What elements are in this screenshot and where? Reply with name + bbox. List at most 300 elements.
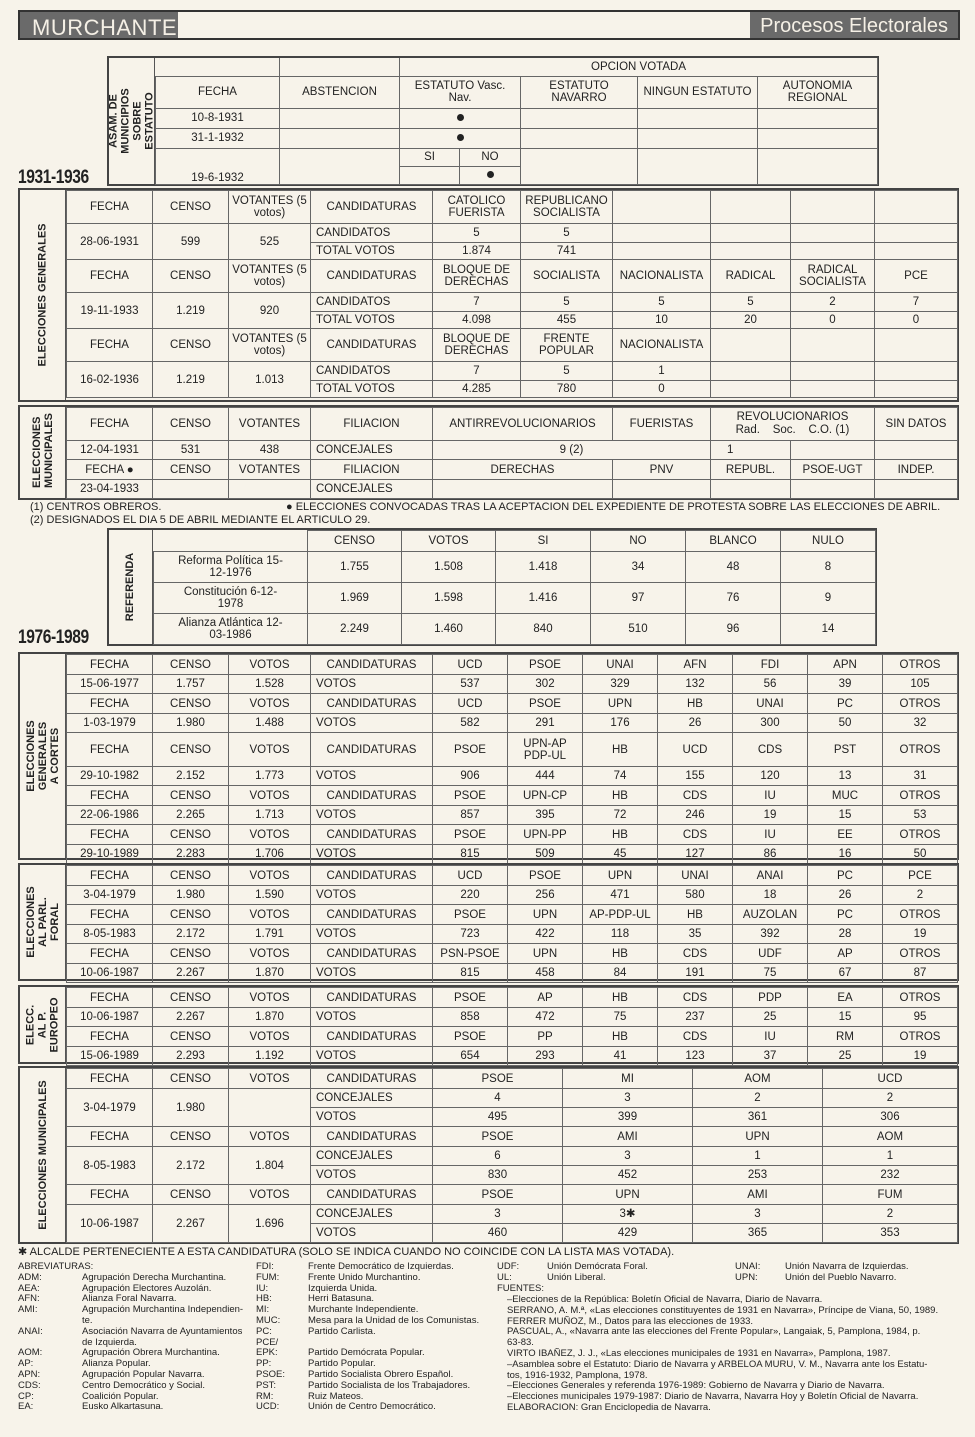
column-header: CANDIDATURAS	[311, 1069, 433, 1089]
party-header: FRENTE POPULAR	[521, 329, 613, 362]
censo-value: 599	[153, 224, 229, 260]
col-fecha: FECHA	[85, 463, 124, 476]
column-header: PSOE	[433, 825, 508, 845]
header-row	[67, 694, 958, 714]
party-header: PCE	[875, 260, 958, 293]
column-header: OTROS	[883, 786, 958, 806]
cell-value: 0	[875, 312, 958, 329]
cell-value: VOTOS	[311, 675, 433, 694]
election-date: 3-04-1979	[67, 1089, 153, 1127]
abbreviation-value: Unión Liberal.	[547, 1271, 606, 1283]
column-header: PCE	[883, 866, 958, 886]
row-label: CONCEJALES	[311, 480, 433, 499]
party-header: ANTIRREVOLUCIONARIOS	[433, 408, 613, 441]
row-label: TOTAL VOTOS	[311, 243, 433, 260]
election-date: 28-06-1931	[67, 224, 153, 260]
votantes-value: 438	[229, 441, 311, 460]
col-censo: CENSO	[153, 408, 229, 441]
table-row	[154, 552, 876, 583]
header-row	[67, 1185, 958, 1205]
cell-value: 1.980	[153, 886, 229, 905]
cell-value: 96	[686, 614, 781, 645]
col-candidaturas: CANDIDATURAS	[311, 191, 433, 224]
cell-value: 39	[808, 675, 883, 694]
column-header: CDS	[658, 825, 733, 845]
column-header: UPN-AP PDP-UL	[508, 733, 583, 767]
cell-value: 26	[658, 714, 733, 733]
table-row	[67, 1047, 958, 1066]
column-header: FECHA	[67, 825, 153, 845]
cell-value: 176	[583, 714, 658, 733]
cell-value: 191	[658, 964, 733, 983]
source-line: VIRTO IBAÑEZ, J. J., «Las elecciones municipales de 1931 en Navarra», Pamplona, 1987.	[507, 1347, 891, 1359]
column-header: ANAI	[733, 866, 808, 886]
abbreviation-key: UPN:	[735, 1271, 758, 1283]
column-header: PSOE	[508, 866, 583, 886]
cell-value: 2	[693, 1089, 823, 1108]
party-header: NACIONALISTA	[613, 329, 711, 362]
cell-value: 1.969	[308, 583, 402, 614]
abbreviation-key: ANAI:	[18, 1325, 43, 1337]
abbreviation-value: Izquierda Unida.	[308, 1282, 378, 1294]
abbreviation-value: Partido Demócrata Popular.	[308, 1347, 425, 1359]
column-header: FECHA	[67, 988, 153, 1008]
abbreviation-value: Partido Popular.	[308, 1358, 376, 1370]
cell-value: 237	[658, 1008, 733, 1027]
abbreviation-key: PP:	[256, 1358, 272, 1370]
abbreviation-key: UL:	[497, 1271, 512, 1283]
cell-value: 1.870	[229, 1008, 311, 1027]
table-row	[67, 1008, 958, 1027]
col-fecha: FECHA	[67, 408, 153, 441]
column-header: PSOE	[433, 988, 508, 1008]
column-header: FECHA	[67, 1027, 153, 1047]
votantes-value: 1.013	[229, 362, 311, 398]
abbreviation-key: AEA:	[18, 1282, 40, 1294]
cell-value: 4.285	[433, 381, 521, 398]
cell-value: 53	[883, 806, 958, 825]
cell-value: 460	[433, 1224, 563, 1243]
col-censo: CENSO	[153, 460, 229, 480]
cell-value: VOTOS	[311, 925, 433, 944]
col-censo: CENSO	[153, 191, 229, 224]
abbreviations-title: ABREVIATURAS:	[18, 1261, 94, 1272]
abbreviation-entry	[735, 1273, 909, 1284]
cell-value: 29-10-1982	[67, 767, 153, 786]
source-line: tos, 1916-1932, Pamplona, 1978.	[507, 1369, 648, 1381]
no-header: NO	[460, 148, 521, 166]
column-header: CANDIDATURAS	[311, 944, 433, 964]
column-header: UCD	[658, 733, 733, 767]
votantes-value: 920	[229, 293, 311, 329]
abbreviation-entry	[18, 1327, 243, 1338]
source-line: –Elecciones Generales y referenda 1976-1989: Gobierno de Navarra y Diario de Navarra.	[507, 1380, 885, 1392]
row-label: CONCEJALES	[311, 1147, 433, 1166]
column-header: AFN	[658, 655, 733, 675]
column-header: OTROS	[883, 655, 958, 675]
cell-value: 9	[781, 583, 876, 614]
rev-subheader: Rad. Soc. C.O. (1)	[735, 424, 850, 436]
column-header: PSOE	[433, 1069, 563, 1089]
header-row	[67, 786, 958, 806]
asamblea-table	[155, 58, 878, 185]
abbreviation-entry	[18, 1402, 243, 1413]
cell-value: 1-03-1979	[67, 714, 153, 733]
censo-value: 1.219	[153, 293, 229, 329]
source-line: PASCUAL, A., «Navarra ante las elecciones del Frente Popular», Langaiak, 5, Pamplona, 1984, p.	[507, 1326, 921, 1338]
abbreviation-key: ADM:	[18, 1271, 42, 1283]
column-header: AP	[808, 944, 883, 964]
censo-value: 2.172	[153, 1147, 229, 1185]
party-header: SOCIALISTA	[521, 260, 613, 293]
cell-value: 86	[733, 845, 808, 864]
col-si: SI	[496, 531, 591, 552]
column-header: HB	[583, 944, 658, 964]
column-header: AOM	[693, 1069, 823, 1089]
row-label: TOTAL VOTOS	[311, 312, 433, 329]
europeo-label: ELECC. AL P. EUROPEO	[20, 987, 66, 1062]
column-header: UNAI	[733, 694, 808, 714]
row-label: CONCEJALES	[311, 441, 433, 460]
column-header: VOTOS	[229, 1069, 311, 1089]
cell-value: 458	[508, 964, 583, 983]
cell-value: 1.706	[229, 845, 311, 864]
cell-value: 87	[883, 964, 958, 983]
header-row	[67, 944, 958, 964]
parl-foral-block	[18, 863, 959, 981]
col-censo: CENSO	[308, 531, 402, 552]
column-header: HB	[583, 825, 658, 845]
cell-value: 2.172	[153, 925, 229, 944]
election-date: 16-02-1936	[67, 362, 153, 398]
abbreviation-key: UCD:	[256, 1401, 280, 1413]
abbreviation-key: PCE/	[256, 1336, 279, 1348]
cell-value: VOTOS	[311, 964, 433, 983]
generales-1931-table	[66, 190, 958, 398]
cell-value: 75	[583, 1008, 658, 1027]
cell-value: 50	[808, 714, 883, 733]
party-header: BLOQUE DE DERECHAS	[433, 260, 521, 293]
source-line: –Elecciones municipales 1979-1987: Diario de Navarra, Navarra Hoy y Boletín Oficial de Navarra.	[507, 1391, 919, 1403]
cell-value: 306	[823, 1108, 958, 1127]
cell-value: 29-10-1989	[67, 845, 153, 864]
votos-value: 1.696	[229, 1205, 311, 1243]
cell-value: 840	[496, 614, 591, 645]
abbreviation-key: FDI:	[256, 1261, 274, 1272]
abbreviation-value: Asociación Navarra de Ayuntamientos	[82, 1325, 243, 1337]
column-header: OTROS	[883, 733, 958, 767]
page-header	[18, 10, 960, 40]
cell-value: 1.418	[496, 552, 591, 583]
cell-value: 444	[508, 767, 583, 786]
abbreviation-key: UNAI:	[735, 1261, 761, 1272]
column-header: CENSO	[153, 1027, 229, 1047]
column-header: CENSO	[153, 944, 229, 964]
abbreviation-key: HB:	[256, 1293, 272, 1305]
col-candidaturas: CANDIDATURAS	[311, 260, 433, 293]
cell-value: 1.713	[229, 806, 311, 825]
column-header: PSOE	[433, 905, 508, 925]
table-row	[67, 806, 958, 825]
abbreviation-entry	[256, 1381, 479, 1392]
cell-value: 97	[591, 583, 686, 614]
table-row	[67, 886, 958, 905]
cell-value: 7	[433, 293, 521, 312]
cell-value: 25	[808, 1047, 883, 1066]
votantes-value: 525	[229, 224, 311, 260]
source-line: –Asamblea sobre el Estatuto: Diario de Navarra y ARBELOA MURU, V. M., Navarra ante los Estatu-	[507, 1358, 928, 1370]
column-header: PSOE	[508, 694, 583, 714]
cell-value: 16	[808, 845, 883, 864]
cortes-label: ELECCIONES GENERALES A CORTES	[20, 654, 66, 858]
column-header: CANDIDATURAS	[311, 866, 433, 886]
cell-value: 2.293	[153, 1047, 229, 1066]
generales-1931-label: ELECCIONES GENERALES	[20, 190, 66, 400]
cell-value: 741	[521, 243, 613, 260]
cell-value: 429	[563, 1224, 693, 1243]
cell-value: VOTOS	[311, 845, 433, 864]
column-header: CENSO	[153, 1185, 229, 1205]
cell-value: 353	[823, 1224, 958, 1243]
municipales-block	[18, 1066, 959, 1244]
cell-value: 582	[433, 714, 508, 733]
cell-value: 9 (2)	[433, 441, 711, 460]
column-header: PSN-PSOE	[433, 944, 508, 964]
column-header: HB	[583, 733, 658, 767]
cell-value: 6	[433, 1147, 563, 1166]
referenda-table	[153, 530, 876, 645]
municipales-label: ELECCIONES MUNICIPALES	[20, 1068, 66, 1242]
column-header: AOM	[823, 1127, 958, 1147]
cell-value: 2.267	[153, 964, 229, 983]
column-header: UPN	[693, 1127, 823, 1147]
cell-value: 220	[433, 886, 508, 905]
party-header: REPUBL.	[711, 460, 791, 480]
column-header: HB	[583, 786, 658, 806]
column-header: AP	[508, 988, 583, 1008]
column-header: MUC	[808, 786, 883, 806]
column-header: OTROS	[883, 694, 958, 714]
abbreviation-key: AMI:	[18, 1304, 38, 1316]
cell-value: 537	[433, 675, 508, 694]
col-candidaturas: CANDIDATURAS	[311, 329, 433, 362]
cell-value: 127	[658, 845, 733, 864]
cell-value: 155	[658, 767, 733, 786]
election-date: 23-04-1933	[67, 480, 153, 499]
cell-value: 3	[433, 1205, 563, 1224]
note-2	[286, 501, 940, 513]
column-header: FDI	[733, 655, 808, 675]
table-row	[67, 767, 958, 786]
table-row	[67, 675, 958, 694]
column-header: FECHA	[67, 866, 153, 886]
opcion-votada-header: OPCION VOTADA	[400, 58, 878, 76]
cell-value: 20	[711, 312, 791, 329]
column-header: CDS	[658, 944, 733, 964]
cell-value: 293	[508, 1047, 583, 1066]
column-header: CENSO	[153, 825, 229, 845]
col-censo: CENSO	[153, 260, 229, 293]
column-header: CENSO	[153, 733, 229, 767]
column-header: CANDIDATURAS	[311, 825, 433, 845]
abbreviation-entry	[256, 1327, 479, 1338]
column-header: UPN	[563, 1185, 693, 1205]
cell-value: 361	[693, 1108, 823, 1127]
column-header: UDF	[733, 944, 808, 964]
col-estatuto-navarro: ESTATUTO NAVARRO	[521, 76, 638, 108]
column-header: OTROS	[883, 905, 958, 925]
table-row	[67, 925, 958, 944]
abbreviation-key: AFN:	[18, 1293, 40, 1305]
row-label: CANDIDATOS	[311, 362, 433, 381]
cell-value: 14	[781, 614, 876, 645]
header-row	[67, 866, 958, 886]
note-3: (2) DESIGNADOS EL DIA 5 DE ABRIL MEDIANTE EL ARTICULO 29.	[30, 514, 371, 526]
cell-value: 365	[693, 1224, 823, 1243]
abbreviation-key: EA:	[18, 1401, 34, 1413]
cell-value: 1.755	[308, 552, 402, 583]
cell-value: 1	[711, 441, 791, 460]
abbreviation-value: Eusko Alkartasuna.	[82, 1401, 164, 1413]
cell-value: 1.192	[229, 1047, 311, 1066]
footnote: ✱ ALCALDE PERTENECIENTE A ESTA CANDIDATURA (SOLO SE INDICA CUANDO NO COINCIDE CON LA LISTA MAS VOTADA).	[18, 1246, 675, 1258]
column-header: AP-PDP-UL	[583, 905, 658, 925]
cell-value: 5	[613, 293, 711, 312]
cell-value: 392	[733, 925, 808, 944]
header-row	[67, 988, 958, 1008]
cell-value: 132	[658, 675, 733, 694]
cell-value: 291	[508, 714, 583, 733]
cell-value: 0	[613, 381, 711, 398]
abbreviation-entry	[18, 1381, 243, 1392]
column-header: VOTOS	[229, 1027, 311, 1047]
section-title: Procesos Electorales	[750, 12, 958, 38]
column-header: CENSO	[153, 1069, 229, 1089]
cell-value: 1.528	[229, 675, 311, 694]
abbreviation-value: Frente Unido Murchantino.	[308, 1271, 421, 1283]
column-header: CANDIDATURAS	[311, 655, 433, 675]
abbreviations-col-2	[256, 1262, 479, 1413]
abbreviation-value: Unión Demócrata Foral.	[547, 1261, 648, 1272]
cell-value: 15-06-1977	[67, 675, 153, 694]
cell-value: 3-04-1979	[67, 886, 153, 905]
asamblea-block	[107, 56, 879, 186]
col-votantes: VOTANTES	[229, 408, 311, 441]
abbreviation-key: EPK:	[256, 1347, 278, 1359]
column-header: EA	[808, 988, 883, 1008]
col-abstencion: ABSTENCION	[280, 76, 400, 108]
cell-value: 50	[883, 845, 958, 864]
column-header: PP	[508, 1027, 583, 1047]
cell-value: 34	[591, 552, 686, 583]
cell-value: 780	[521, 381, 613, 398]
cell-value: 15-06-1989	[67, 1047, 153, 1066]
col-autonomia: AUTONOMIA REGIONAL	[758, 76, 878, 108]
cell-value: 471	[583, 886, 658, 905]
cell-value: 10-06-1987	[67, 964, 153, 983]
abbreviation-value: Herri Batasuna.	[308, 1293, 375, 1305]
censo-value: 531	[153, 441, 229, 460]
abbreviation-key: CDS:	[18, 1379, 41, 1391]
abbreviation-key: CP:	[18, 1390, 34, 1402]
header-row	[67, 1127, 958, 1147]
column-header: OTROS	[883, 988, 958, 1008]
row-label: VOTOS	[311, 1224, 433, 1243]
column-header: VOTOS	[229, 988, 311, 1008]
vote-dot	[457, 134, 464, 141]
column-header: OTROS	[883, 825, 958, 845]
column-header: OTROS	[883, 1027, 958, 1047]
column-header: CDS	[658, 988, 733, 1008]
abbreviation-entry	[497, 1273, 648, 1284]
col-votantes: VOTANTES	[229, 460, 311, 480]
header-row	[67, 1027, 958, 1047]
cell-value: 1.757	[153, 675, 229, 694]
cell-value: 45	[583, 845, 658, 864]
column-header: VOTOS	[229, 655, 311, 675]
party-header: SIN DATOS	[875, 408, 958, 441]
cell-value: 8	[781, 552, 876, 583]
abbreviation-key: RM:	[256, 1390, 274, 1402]
column-header: VOTOS	[229, 1127, 311, 1147]
column-header: VOTOS	[229, 905, 311, 925]
column-header: FECHA	[67, 1127, 153, 1147]
column-header: CDS	[733, 733, 808, 767]
column-header: PSOE	[433, 1027, 508, 1047]
column-header: PST	[808, 733, 883, 767]
column-header: UNAI	[658, 866, 733, 886]
column-header: PDP	[733, 988, 808, 1008]
note-dot-icon: ●	[126, 463, 134, 476]
column-header: VOTOS	[229, 786, 311, 806]
cell-value: 2.283	[153, 845, 229, 864]
abbreviation-entry	[256, 1273, 479, 1284]
fuentes-list	[507, 1295, 938, 1414]
municipales-1931-label: ELECCIONES MUNICIPALES	[20, 407, 66, 498]
column-header: EE	[808, 825, 883, 845]
table-row	[67, 964, 958, 983]
column-header: UPN	[583, 694, 658, 714]
column-header: FECHA	[67, 733, 153, 767]
cell-value: 1	[613, 362, 711, 381]
table-row	[154, 583, 876, 614]
abbreviation-key: PST:	[256, 1379, 277, 1391]
abbreviation-value: de Izquierda.	[82, 1336, 137, 1348]
column-header: FUM	[823, 1185, 958, 1205]
row-label: VOTOS	[311, 1108, 433, 1127]
si-header: SI	[400, 148, 460, 166]
column-header: FECHA	[67, 905, 153, 925]
column-header: CANDIDATURAS	[311, 694, 433, 714]
cell-value: 13	[808, 767, 883, 786]
cell-value: 3	[693, 1205, 823, 1224]
cell-value: 19	[883, 1047, 958, 1066]
cell-value: VOTOS	[311, 1047, 433, 1066]
cell-value: 5	[521, 362, 613, 381]
abbreviations-col-3	[497, 1262, 648, 1294]
abbreviation-value: Coalición Popular.	[82, 1390, 159, 1402]
cell-value: 74	[583, 767, 658, 786]
asam-date-2: 31-1-1932	[156, 128, 280, 148]
column-header: FECHA	[67, 655, 153, 675]
abbreviation-value: Agrupación Electores Auzolán.	[82, 1282, 212, 1294]
column-header: VOTOS	[229, 944, 311, 964]
source-line: FERRER MUÑOZ, M., Datos para las elecciones de 1933.	[507, 1315, 754, 1327]
column-header: UPN	[583, 866, 658, 886]
note-1: (1) CENTROS OBREROS.	[30, 501, 162, 513]
referendum-name: Reforma Política 15-12-1976	[154, 552, 308, 583]
party-header: RADICAL SOCIALISTA	[791, 260, 875, 293]
